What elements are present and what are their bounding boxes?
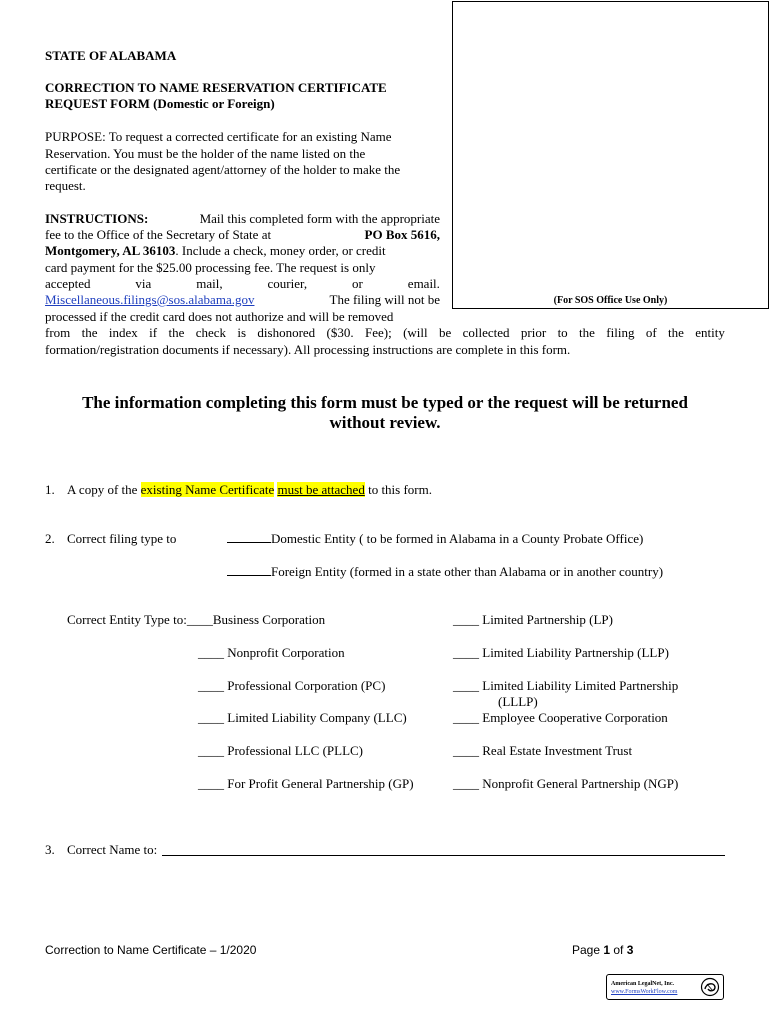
form-title-line1: CORRECTION TO NAME RESERVATION CERTIFICATE <box>45 80 387 95</box>
item1-text: A copy of the existing Name Certificate must be attached to this form. <box>67 482 432 497</box>
instructions-word: filing <box>606 325 635 340</box>
entity-option-pc: ____ Professional Corporation (PC) <box>198 678 386 693</box>
instructions-word: ($30. <box>326 325 354 340</box>
instructions-word: the <box>81 325 98 340</box>
entity-option-gp: ____ For Profit General Partnership (GP) <box>198 776 414 791</box>
filing-type-domestic: Domestic Entity ( to be formed in Alabama in a County Probate Office) <box>227 531 643 547</box>
logo-swirl-icon <box>700 977 720 997</box>
entity-option-reit: ____ Real Estate Investment Trust <box>453 743 633 758</box>
instructions-word: (will <box>403 325 428 340</box>
typed-notice-line1: The information completing this form must be typed or the request will be returned <box>82 393 688 412</box>
foreign-blank[interactable] <box>227 564 271 576</box>
instructions-line9: formation/registration documents if necessary). All processing instructions are complete in this form. <box>45 342 571 357</box>
entity-option-employee-coop: ____ Employee Cooperative Corporation <box>453 710 668 725</box>
correct-name-input-line[interactable] <box>162 855 725 856</box>
purpose-line3: certificate or the designated agent/attorney of the holder to make the <box>45 162 401 177</box>
entity-type-label: Correct Entity Type to:____Business Corporation <box>67 612 326 627</box>
entity-option-lp: ____ Limited Partnership (LP) <box>453 612 613 627</box>
entity-blank[interactable]: ____ <box>186 612 213 627</box>
instructions-word: the <box>168 325 185 340</box>
entity-left-0: Business Corporation <box>212 612 326 627</box>
typed-notice-line2: without review. <box>329 413 441 432</box>
purpose-line1: PURPOSE: To request a corrected certificate for an existing Name <box>45 129 392 144</box>
instructions-word: from <box>45 325 71 340</box>
instructions-line6: Miscellaneous.filings@sos.alabama.gov The filing will not be <box>45 292 440 307</box>
montgomery-address: Montgomery, AL 36103 <box>45 243 176 258</box>
logo-website-link[interactable]: www.FormsWorkFlow.com <box>611 989 678 995</box>
sos-office-use-label: (For SOS Office Use Only) <box>553 295 668 306</box>
footer-form-name: Correction to Name Certificate – 1/2020 <box>45 943 257 957</box>
footer-page-number: Page 1 of 3 <box>572 943 634 957</box>
entity-option-llp: ____ Limited Liability Partnership (LLP) <box>453 645 669 660</box>
item3-number: 3. <box>45 842 55 857</box>
instructions-word: the <box>579 325 595 340</box>
highlight-must-be-attached: must be attached <box>277 482 365 497</box>
purpose-line2: Reservation. You must be the holder of the name listed on the <box>45 146 366 161</box>
filing-type-foreign: Foreign Entity (formed in a state other than Alabama or in another country) <box>227 564 663 580</box>
instructions-word: entity <box>695 325 725 340</box>
instructions-word: is <box>237 325 247 340</box>
instructions-word: prior <box>520 325 547 340</box>
instructions-word: Fee); <box>365 325 392 340</box>
instructions-word: to <box>557 325 568 340</box>
domestic-blank[interactable] <box>227 531 271 543</box>
entity-option-llc: ____ Limited Liability Company (LLC) <box>198 710 407 725</box>
instructions-line5: accepted via mail, courier, or email. <box>45 276 440 291</box>
form-title-line2: REQUEST FORM (Domestic or Foreign) <box>45 96 275 111</box>
instructions-word: collected <box>462 325 510 340</box>
entity-option-pllc: ____ Professional LLC (PLLC) <box>198 743 364 758</box>
sos-office-use-box <box>452 1 769 309</box>
item2-label: Correct filing type to <box>67 531 177 546</box>
instructions-line7: processed if the credit card does not authorize and will be removed <box>45 309 394 324</box>
instructions-label: INSTRUCTIONS: <box>45 211 149 226</box>
logo-company-name: American LegalNet, Inc. <box>611 981 674 987</box>
instructions-line8 <box>45 325 725 341</box>
instructions-line3: Montgomery, AL 36103. Include a check, money order, or credit <box>45 243 386 258</box>
state-heading: STATE OF ALABAMA <box>45 48 177 63</box>
instructions-line2: fee to the Office of the Secretary of State at PO Box 5616, <box>45 227 440 242</box>
purpose-line4: request. <box>45 178 86 193</box>
highlight-existing-certificate: existing Name Certificate <box>140 482 275 497</box>
american-legalnet-logo <box>606 974 724 1000</box>
po-box: PO Box 5616, <box>364 227 440 242</box>
instructions-line1: INSTRUCTIONS: Mail this completed form with the appropriate <box>45 211 440 226</box>
entity-option-nonprofit: ____ Nonprofit Corporation <box>198 645 345 660</box>
instructions-word: dishonored <box>257 325 316 340</box>
item1-number: 1. <box>45 482 55 497</box>
entity-option-lllp: ____ Limited Liability Limited Partnership <box>453 678 679 693</box>
instructions-word: be <box>439 325 452 340</box>
instructions-word: index <box>108 325 138 340</box>
instructions-word: if <box>149 325 158 340</box>
item3-label: Correct Name to: <box>67 842 158 857</box>
item2-number: 2. <box>45 531 55 546</box>
entity-option-lllp-abbrev: (LLLP) <box>498 694 538 709</box>
email-link[interactable]: Miscellaneous.filings@sos.alabama.gov <box>45 292 255 307</box>
entity-option-ngp: ____ Nonprofit General Partnership (NGP) <box>453 776 679 791</box>
instructions-word: the <box>668 325 684 340</box>
instructions-word: of <box>645 325 657 340</box>
instructions-line4: card payment for the $25.00 processing fee. The request is only <box>45 260 376 275</box>
instructions-word: check <box>195 325 227 340</box>
